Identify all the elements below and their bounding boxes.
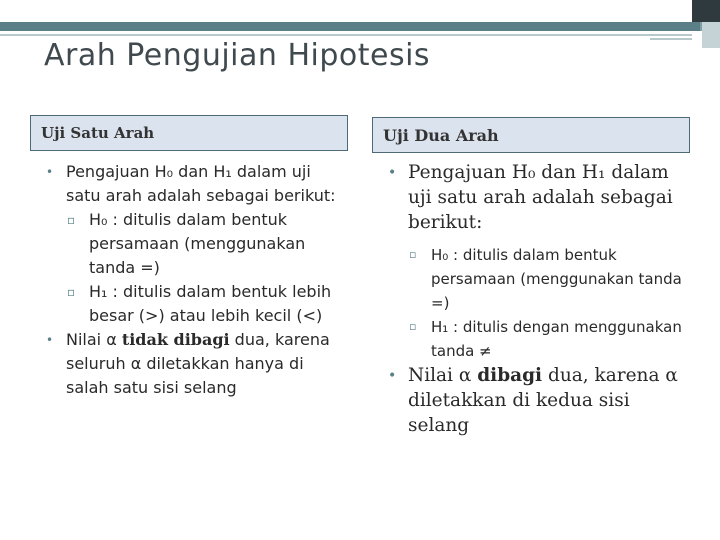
sub-bullet-icon: ▫ xyxy=(409,248,417,261)
bullet-icon: • xyxy=(46,165,54,179)
sub-bullet-text: H₁ : ditulis dalam bentuk lebih besar (>) atau lebih kecil (<) xyxy=(89,282,332,325)
right-column-content xyxy=(386,160,691,438)
sub-bullet-icon: ▫ xyxy=(67,285,76,299)
bullet-text-bold: dibagi xyxy=(477,365,543,386)
bullet-item xyxy=(386,363,691,438)
bullet-icon: • xyxy=(388,165,397,181)
sub-bullet-text: H₀ : ditulis dalam bentuk persamaan (menggunakan tanda =) xyxy=(431,246,682,312)
sub-bullet-text: H₁ : ditulis dengan menggunakan tanda ≠ xyxy=(431,318,682,360)
sub-bullet-item xyxy=(44,208,349,280)
left-header-label: Uji Satu Arah xyxy=(41,124,155,142)
bullet-text-pre: Nilai α xyxy=(408,365,478,386)
bullet-icon: • xyxy=(388,368,397,384)
bullet-item xyxy=(386,160,691,235)
right-column-header xyxy=(372,117,690,153)
sub-bullet-icon: ▫ xyxy=(67,213,76,227)
sub-bullet-text: H₀ : ditulis dalam bentuk persamaan (menggunakan tanda =) xyxy=(89,210,306,277)
bullet-text: Pengajuan H₀ dan H₁ dalam uji satu arah adalah sebagai berikut: xyxy=(408,162,673,233)
slide-title: Arah Pengujian Hipotesis xyxy=(44,38,431,73)
left-column-content xyxy=(44,160,349,400)
bullet-text: Pengajuan H₀ dan H₁ dalam uji satu arah adalah sebagai berikut: xyxy=(66,162,336,205)
bullet-text-pre: Nilai α xyxy=(66,330,122,349)
bullet-item xyxy=(44,160,349,208)
sub-bullet-icon: ▫ xyxy=(409,320,417,333)
decorative-top-bar xyxy=(0,0,720,40)
sub-bullet-item xyxy=(44,280,349,328)
bullet-text-bold: tidak dibagi xyxy=(121,330,230,349)
bullet-icon: • xyxy=(46,333,54,347)
left-column-header xyxy=(30,115,348,151)
sub-bullet-item xyxy=(386,315,691,363)
bullet-item xyxy=(44,328,349,400)
bullet-text-post: dua, karena seluruh α diletakkan hanya di salah satu sisi selang xyxy=(66,330,330,397)
sub-bullet-item xyxy=(386,243,691,315)
bullet-text-post: dua, karena α diletakkan di kedua sisi selang xyxy=(408,365,678,436)
right-header-label: Uji Dua Arah xyxy=(383,125,499,145)
